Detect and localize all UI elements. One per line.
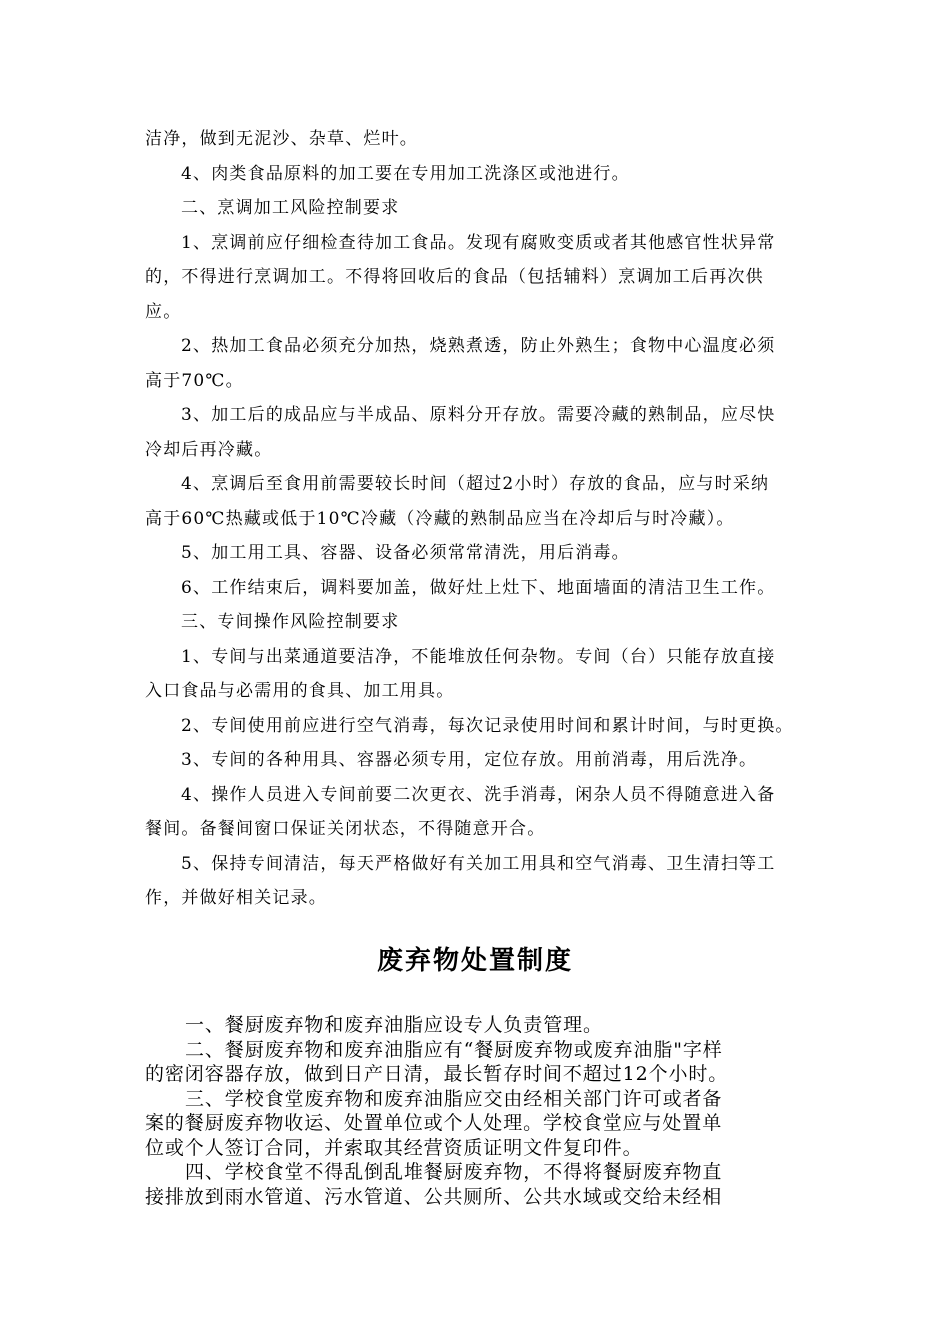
food-processing-rules-section bbox=[145, 122, 815, 916]
body-line: 应。 bbox=[145, 301, 182, 322]
body-line: 1、专间与出菜通道要洁净，不能堆放任何杂物。专间（台）只能存放直接 bbox=[181, 646, 776, 667]
body-line: 5、加工用工具、容器、设备必须常常清洗，用后消毒。 bbox=[181, 543, 630, 563]
body-line: 3、专间的各种用具、容器必须专用，定位存放。用前消毒，用后洗净。 bbox=[181, 750, 758, 770]
body-line: 4、肉类食品原料的加工要在专用加工洗涤区或池进行。 bbox=[181, 163, 630, 184]
body-line: 接排放到雨水管道、污水管道、公共厕所、公共水域或交给未经相 bbox=[145, 1185, 723, 1208]
body-line: 入口食品与必需用的食具、加工用具。 bbox=[145, 681, 455, 701]
waste-disposal-rules-section bbox=[145, 1013, 815, 1209]
body-line: 6、工作结束后，调料要加盖，做好灶上灶下、地面墙面的清洁卫生工作。 bbox=[181, 577, 776, 598]
body-line: 4、操作人员进入专间前要二次更衣、洗手消毒，闲杂人员不得随意进入备 bbox=[181, 784, 776, 805]
body-line: 2、专间使用前应进行空气消毒，每次记录使用时间和累计时间，与时更换。 bbox=[181, 715, 794, 736]
body-line: 5、保持专间清洁，每天严格做好有关加工用具和空气消毒、卫生清扫等工 bbox=[181, 853, 776, 874]
document-title: 废弃物处置制度 bbox=[376, 946, 573, 976]
body-line: 的，不得进行烹调加工。不得将回收后的食品（包括辅料）烹调加工后再次供 bbox=[145, 267, 764, 287]
body-line: 餐间。备餐间窗口保证关闭状态，不得随意开合。 bbox=[145, 819, 546, 839]
body-line: 冷却后再冷藏。 bbox=[145, 439, 273, 460]
body-line: 洁净，做到无泥沙、杂草、烂叶。 bbox=[145, 129, 418, 149]
body-line: 位或个人签订合同，并索取其经营资质证明文件复印件。 bbox=[145, 1136, 643, 1159]
body-line: 2、热加工食品必须充分加热，烧熟煮透，防止外熟生；食物中心温度必须 bbox=[181, 336, 776, 356]
body-line: 四、学校食堂不得乱倒乱堆餐厨废弃物，不得将餐厨废弃物直 bbox=[185, 1161, 723, 1183]
body-line: 4、烹调后至食用前需要较长时间（超过2小时）存放的食品，应与时采纳 bbox=[181, 474, 770, 494]
body-line: 作，并做好相关记录。 bbox=[145, 888, 327, 908]
body-line: 高于70℃。 bbox=[145, 370, 244, 391]
body-line: 高于60℃热藏或低于10℃冷藏（冷藏的熟制品应当在冷却后与时冷藏）。 bbox=[145, 508, 735, 529]
body-line: 案的餐厨废弃物收运、处置单位或个人处理。学校食堂应与处置单 bbox=[145, 1112, 723, 1134]
body-line: 3、加工后的成品应与半成品、原料分开存放。需要冷藏的熟制品，应尽快 bbox=[181, 405, 776, 425]
section-heading: 二、烹调加工风险控制要求 bbox=[181, 198, 400, 218]
body-line: 1、烹调前应仔细检查待加工食品。发现有腐败变质或者其他感官性状异常 bbox=[181, 232, 776, 253]
body-line: 三、学校食堂废弃物和废弃油脂应交由经相关部门许可或者备 bbox=[185, 1087, 723, 1110]
body-line: 的密闭容器存放，做到日产日清，最长暂存时间不超过12个小时。 bbox=[145, 1063, 729, 1085]
body-line: 二、餐厨废弃物和废弃油脂应有“餐厨废弃物或废弃油脂"字样 bbox=[185, 1038, 723, 1061]
body-line: 一、餐厨废弃物和废弃油脂应设专人负责管理。 bbox=[185, 1014, 603, 1036]
section-heading: 三、专间操作风险控制要求 bbox=[181, 612, 400, 632]
